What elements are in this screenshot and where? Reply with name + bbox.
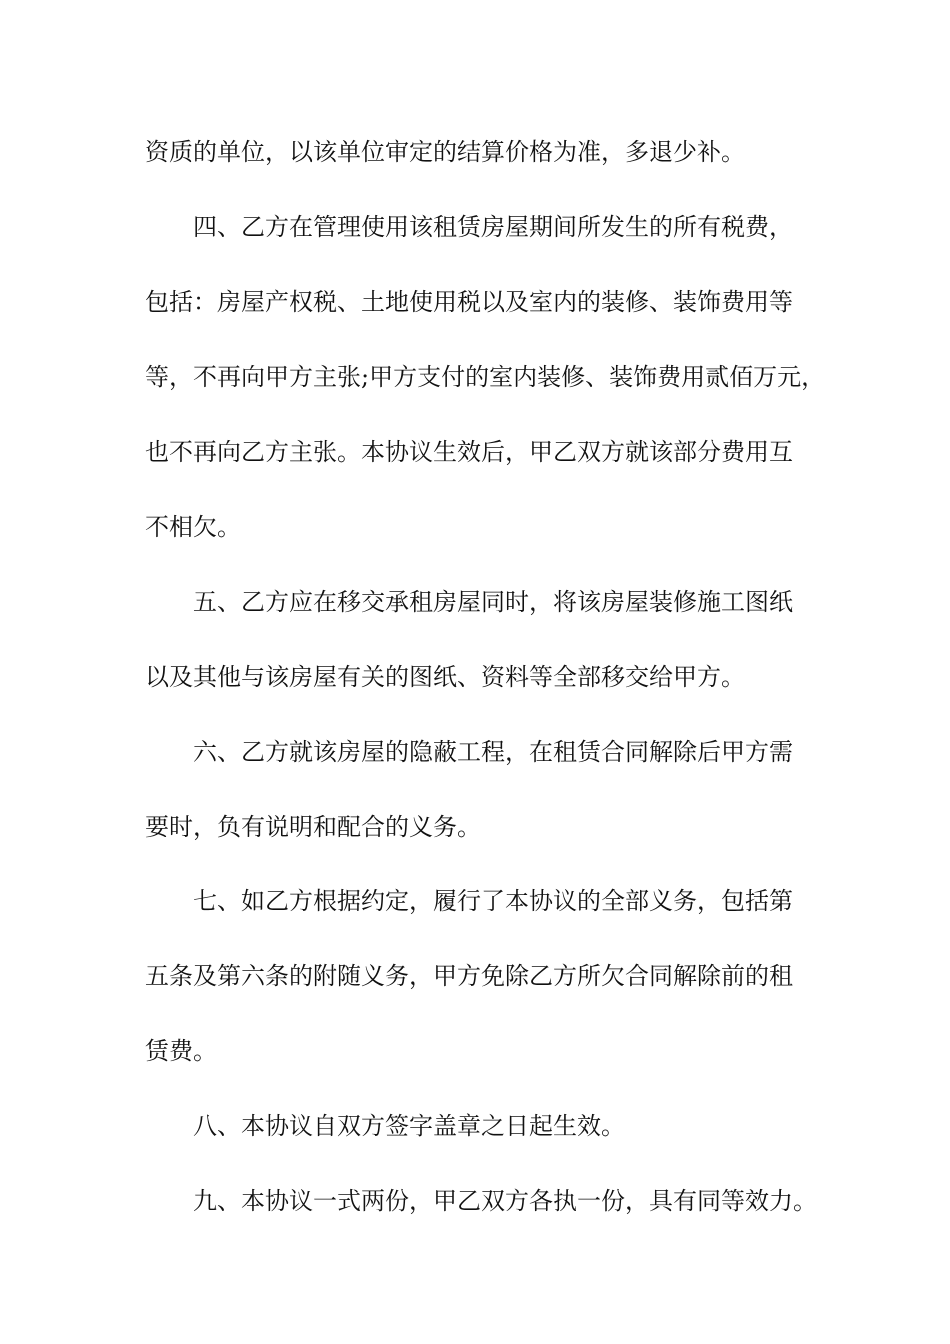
clause-4-line-3: 等，不再向甲方主张;甲方支付的室内装修、装饰费用贰佰万元， bbox=[145, 363, 826, 391]
clause-4-line-1: 四、乙方在管理使用该租赁房屋期间所发生的所有税费， bbox=[193, 213, 793, 241]
clause-7-line-1: 七、如乙方根据约定，履行了本协议的全部义务，包括第 bbox=[193, 887, 793, 915]
clause-4-line-2: 包括：房屋产权税、土地使用税以及室内的装修、装饰费用等 bbox=[145, 288, 793, 316]
clause-4-line-4: 也不再向乙方主张。本协议生效后，甲乙双方就该部分费用互 bbox=[145, 438, 793, 466]
clause-7-line-2: 五条及第六条的附随义务，甲方免除乙方所欠合同解除前的租 bbox=[145, 962, 793, 990]
clause-9-line-1: 九、本协议一式两份，甲乙双方各执一份，具有同等效力。 bbox=[193, 1187, 817, 1215]
clause-7-line-3: 赁费。 bbox=[145, 1037, 217, 1065]
text-line-1: 资质的单位，以该单位审定的结算价格为准，多退少补。 bbox=[145, 138, 745, 166]
clause-6-line-2: 要时，负有说明和配合的义务。 bbox=[145, 813, 481, 841]
clause-8-line-1: 八、本协议自双方签字盖章之日起生效。 bbox=[193, 1112, 625, 1140]
clause-5-line-1: 五、乙方应在移交承租房屋同时，将该房屋装修施工图纸 bbox=[193, 588, 793, 616]
clause-6-line-1: 六、乙方就该房屋的隐蔽工程，在租赁合同解除后甲方需 bbox=[193, 738, 793, 766]
clause-5-line-2: 以及其他与该房屋有关的图纸、资料等全部移交给甲方。 bbox=[145, 663, 745, 691]
clause-4-line-5: 不相欠。 bbox=[145, 513, 241, 541]
